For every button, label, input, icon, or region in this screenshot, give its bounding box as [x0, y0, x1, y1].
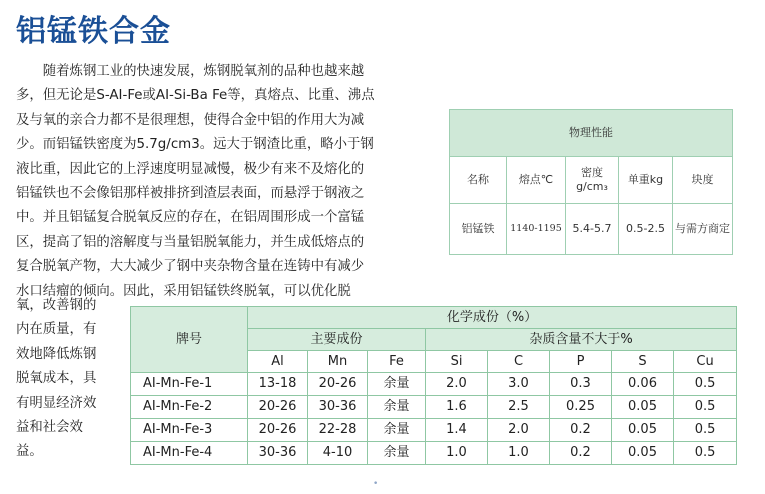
- value-cell: 0.5: [674, 373, 737, 396]
- grade-cell: AI-Mn-Fe-4: [131, 442, 248, 465]
- paragraph-line: 液比重，因此它的上浮速度明显减慢，极少有来不及熔化的: [16, 161, 365, 177]
- value-cell: 22-28: [308, 419, 368, 442]
- element-header-p: P: [550, 351, 612, 373]
- value-cell: 0.05: [612, 419, 674, 442]
- value-cell: 0.25: [550, 396, 612, 419]
- paragraph-line: 益。: [16, 444, 43, 460]
- value-cell: 13-18: [248, 373, 308, 396]
- element-header-cu: Cu: [674, 351, 737, 373]
- value-cell: 余量: [368, 419, 426, 442]
- physical-table-caption: 物理性能: [450, 110, 733, 157]
- value-cell: 0.5: [674, 442, 737, 465]
- intro-paragraph: [16, 60, 456, 304]
- value-cell: 20-26: [248, 396, 308, 419]
- table-row: [131, 442, 737, 465]
- value-cell: 余量: [368, 396, 426, 419]
- element-header-s: S: [612, 351, 674, 373]
- value-cell: 余量: [368, 373, 426, 396]
- value-cell: 20-26: [308, 373, 368, 396]
- value-cell: 4-10: [308, 442, 368, 465]
- physical-cell-melting-point: 1140-1195: [507, 204, 566, 255]
- value-cell: 余量: [368, 442, 426, 465]
- paragraph-line: 随着炼钢工业的快速发展，炼钢脱氧剂的品种也越来越: [16, 64, 365, 79]
- value-cell: 1.0: [426, 442, 488, 465]
- paragraph-line: 有明显经济效: [16, 395, 97, 411]
- grade-header: 牌号: [131, 307, 248, 373]
- physical-cell-lump-size: 与需方商定: [673, 204, 733, 255]
- paragraph-line: 复合脱氧产物，大大减少了钢中夹杂物含量在连铸中有减少: [16, 259, 365, 275]
- value-cell: 1.0: [488, 442, 550, 465]
- physical-header-unit-weight: 单重kg: [619, 157, 673, 204]
- composition-header: 化学成份（%）: [248, 307, 737, 329]
- physical-header-name: 名称: [450, 157, 507, 204]
- physical-header-melting-point: 熔点℃: [507, 157, 566, 204]
- paragraph-line: 氧，改善钢的: [16, 298, 97, 313]
- physical-header-lump-size: 块度: [673, 157, 733, 204]
- physical-cell-density: 5.4-5.7: [566, 204, 619, 255]
- value-cell: 0.06: [612, 373, 674, 396]
- value-cell: 30-36: [248, 442, 308, 465]
- paragraph-line: 益和社会效: [16, 420, 83, 436]
- paragraph-line: 铝锰铁也不会像铝那样被排挤到渣层表面，而悬浮于钢液之: [16, 186, 365, 202]
- page-title: 铝锰铁合金: [16, 14, 171, 49]
- table-row: [131, 396, 737, 419]
- paragraph-line: 中。并且铝锰复合脱氧反应的存在，在铝周围形成一个富锰: [16, 210, 365, 226]
- paragraph-line: 水口结瘤的倾向。因此，采用铝锰铁终脱氧，可以优化脱: [16, 283, 351, 299]
- paragraph-line: 少。而铝锰铁密度为5.7g/cm3。远大于钢渣比重，略小于钢: [16, 137, 374, 153]
- value-cell: 30-36: [308, 396, 368, 419]
- paragraph-line: 脱氧成本，具: [16, 371, 97, 387]
- physical-header-density: 密度g/cm₃: [566, 157, 619, 204]
- element-header-fe: Fe: [368, 351, 426, 373]
- paragraph-line: 效地降低炼钢: [16, 346, 97, 362]
- value-cell: 0.5: [674, 419, 737, 442]
- grade-cell: AI-Mn-Fe-3: [131, 419, 248, 442]
- value-cell: 3.0: [488, 373, 550, 396]
- impurity-header: 杂质含量不大于%: [426, 329, 737, 351]
- value-cell: 2.0: [488, 419, 550, 442]
- physical-properties-table: [449, 109, 733, 255]
- grade-cell: AI-Mn-Fe-1: [131, 373, 248, 396]
- value-cell: 1.6: [426, 396, 488, 419]
- side-paragraph: [16, 294, 128, 465]
- value-cell: 2.0: [426, 373, 488, 396]
- chemical-composition-table: [130, 306, 737, 465]
- value-cell: 0.3: [550, 373, 612, 396]
- value-cell: 20-26: [248, 419, 308, 442]
- value-cell: 0.5: [674, 396, 737, 419]
- paragraph-line: 及与氧的亲合力都不是很理想，使得合金中铝的作用大为减: [16, 112, 365, 128]
- value-cell: 0.2: [550, 419, 612, 442]
- value-cell: 0.2: [550, 442, 612, 465]
- paragraph-line: 内在质量，有: [16, 322, 97, 338]
- main-components-header: 主要成份: [248, 329, 426, 351]
- physical-cell-unit-weight: 0.5-2.5: [619, 204, 673, 255]
- paragraph-line: 区，提高了铝的溶解度与当量铝脱氧能力，并生成低熔点的: [16, 234, 365, 250]
- grade-cell: AI-Mn-Fe-2: [131, 396, 248, 419]
- physical-cell-name: 铝锰铁: [450, 204, 507, 255]
- element-header-c: C: [488, 351, 550, 373]
- bottom-dot-mark: •: [373, 479, 379, 489]
- value-cell: 0.05: [612, 442, 674, 465]
- value-cell: 1.4: [426, 419, 488, 442]
- value-cell: 0.05: [612, 396, 674, 419]
- paragraph-line: 多，但无论是S-AI-Fe或AI-Si-Ba Fe等，真熔点、比重、沸点: [16, 88, 375, 104]
- element-header-mn: Mn: [308, 351, 368, 373]
- value-cell: 2.5: [488, 396, 550, 419]
- element-header-al: Al: [248, 351, 308, 373]
- table-row: [131, 373, 737, 396]
- table-row: [131, 419, 737, 442]
- element-header-si: Si: [426, 351, 488, 373]
